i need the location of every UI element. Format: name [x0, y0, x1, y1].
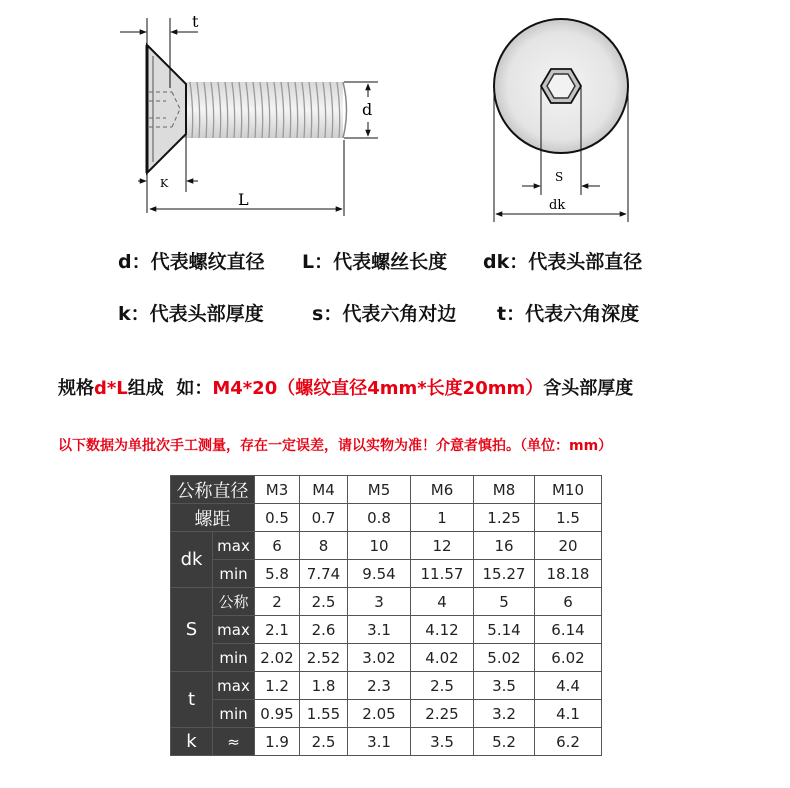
- legend-sep: ：: [314, 251, 334, 273]
- table-cell: 1: [411, 504, 474, 532]
- table-cell: 5.14: [474, 616, 535, 644]
- sub-label-max: max: [213, 532, 255, 560]
- legend-desc: 代表六角对边: [342, 303, 457, 325]
- table-cell: 4.12: [411, 616, 474, 644]
- spec-prefix: 规格: [58, 378, 94, 399]
- header-nominal-diameter: 公称直径: [171, 476, 255, 504]
- table-cell: 9.54: [348, 560, 411, 588]
- size-cell: M8: [474, 476, 535, 504]
- size-cell: M10: [535, 476, 602, 504]
- table-cell: 10: [348, 532, 411, 560]
- table-cell: 0.8: [348, 504, 411, 532]
- legend-desc: 代表螺丝长度: [333, 251, 448, 273]
- label-l: L: [238, 190, 249, 209]
- row-label-s: S: [171, 588, 213, 672]
- table-cell: 3.2: [474, 700, 535, 728]
- sub-label-max: max: [213, 616, 255, 644]
- row-label-pitch: 螺距: [171, 504, 255, 532]
- size-cell: M3: [255, 476, 300, 504]
- table-cell: 2.05: [348, 700, 411, 728]
- legend-desc: 代表头部直径: [528, 251, 643, 273]
- table-cell: 16: [474, 532, 535, 560]
- spec-suffix: 含头部厚度: [543, 378, 634, 399]
- legend-key: d: [118, 251, 132, 273]
- legend-item-s: [312, 299, 456, 326]
- table-cell: 20: [535, 532, 602, 560]
- label-d: d: [362, 100, 373, 119]
- table-row-dk-min: [171, 560, 602, 588]
- hex-socket-inner: [547, 74, 575, 98]
- table-cell: 1.9: [255, 728, 300, 756]
- table-cell: 15.27: [474, 560, 535, 588]
- legend-sep: ：: [131, 251, 151, 273]
- legend-key: s: [312, 303, 324, 325]
- dimension-d: [344, 82, 378, 138]
- legend-desc: 代表六角深度: [525, 303, 640, 325]
- legend-sep: ：: [506, 303, 526, 325]
- table-row-t-max: [171, 672, 602, 700]
- sub-label-min: min: [213, 560, 255, 588]
- table-cell: 6: [255, 532, 300, 560]
- table-cell: 0.7: [300, 504, 348, 532]
- row-label-t: t: [171, 672, 213, 728]
- sub-label-approx: ≈: [213, 728, 255, 756]
- table-row-dk-max: [171, 532, 602, 560]
- table-cell: 6.02: [535, 644, 602, 672]
- legend-item-dk: [483, 247, 642, 274]
- row-label-k: k: [171, 728, 213, 756]
- legend-item-d: [118, 247, 265, 274]
- screw-top-view: [494, 19, 628, 153]
- legend-key: L: [302, 251, 315, 273]
- table-cell: 2.1: [255, 616, 300, 644]
- table-row-s-min: [171, 644, 602, 672]
- table-cell: 3.02: [348, 644, 411, 672]
- spec-format-line: [58, 374, 633, 400]
- legend-sep: ：: [323, 303, 343, 325]
- legend-key: t: [497, 303, 507, 325]
- table-cell: 2.52: [300, 644, 348, 672]
- table-cell: 0.5: [255, 504, 300, 532]
- table-cell: 4.4: [535, 672, 602, 700]
- measurement-notice: 以下数据为单批次手工测量，存在一定误差，请以实物为准！介意者慎拍。（单位：mm）: [58, 438, 613, 454]
- table-cell: 3.1: [348, 616, 411, 644]
- size-cell: M6: [411, 476, 474, 504]
- spec-example: M4*20（螺纹直径4mm*长度20mm）: [212, 378, 544, 399]
- legend-key: dk: [483, 251, 510, 273]
- label-dk: dk: [549, 198, 566, 213]
- size-cell: M5: [348, 476, 411, 504]
- sub-label-max: max: [213, 672, 255, 700]
- spec-formula: d*L: [94, 378, 128, 399]
- table-cell: 1.55: [300, 700, 348, 728]
- table-row-k: [171, 728, 602, 756]
- table-cell: 6: [535, 588, 602, 616]
- table-cell: 6.14: [535, 616, 602, 644]
- sub-label-min: min: [213, 700, 255, 728]
- label-s: S: [555, 170, 564, 184]
- label-k: K: [160, 177, 169, 190]
- legend-key: k: [118, 303, 131, 325]
- table-cell: 3.5: [474, 672, 535, 700]
- legend-desc: 代表头部厚度: [149, 303, 264, 325]
- table-cell: 3.1: [348, 728, 411, 756]
- table-cell: 1.25: [474, 504, 535, 532]
- table-row-s-max: [171, 616, 602, 644]
- legend-sep: ：: [509, 251, 529, 273]
- spec-middle: 组成 如：: [127, 378, 213, 399]
- spec-table: [170, 475, 602, 756]
- table-cell: 2.5: [300, 728, 348, 756]
- label-t: t: [192, 12, 199, 31]
- table-cell: 4: [411, 588, 474, 616]
- screw-side-view: [147, 45, 347, 173]
- table-row-s-nominal: [171, 588, 602, 616]
- table-cell: 8: [300, 532, 348, 560]
- table-cell: 5.8: [255, 560, 300, 588]
- table-cell: 12: [411, 532, 474, 560]
- table-row-pitch: [171, 504, 602, 532]
- table-cell: 4.02: [411, 644, 474, 672]
- sub-label-min: min: [213, 644, 255, 672]
- table-cell: 3.5: [411, 728, 474, 756]
- table-cell: 3: [348, 588, 411, 616]
- table-cell: 2.5: [411, 672, 474, 700]
- table-cell: 2.6: [300, 616, 348, 644]
- table-cell: 18.18: [535, 560, 602, 588]
- table-cell: 2.5: [300, 588, 348, 616]
- table-cell: 6.2: [535, 728, 602, 756]
- size-cell: M4: [300, 476, 348, 504]
- table-cell: 5.02: [474, 644, 535, 672]
- table-cell: 1.5: [535, 504, 602, 532]
- table-cell: 0.95: [255, 700, 300, 728]
- table-row-header: [171, 476, 602, 504]
- legend-item-l: [302, 247, 447, 274]
- row-label-dk: dk: [171, 532, 213, 588]
- table-cell: 2: [255, 588, 300, 616]
- table-row-t-min: [171, 700, 602, 728]
- screw-technical-drawing: [0, 0, 790, 240]
- table-cell: 2.25: [411, 700, 474, 728]
- table-cell: 1.2: [255, 672, 300, 700]
- table-cell: 2.3: [348, 672, 411, 700]
- table-cell: 5: [474, 588, 535, 616]
- table-cell: 1.8: [300, 672, 348, 700]
- table-cell: 7.74: [300, 560, 348, 588]
- table-cell: 11.57: [411, 560, 474, 588]
- legend-item-k: [118, 299, 264, 326]
- legend-item-t: [497, 299, 639, 326]
- table-cell: 5.2: [474, 728, 535, 756]
- sub-label-nominal: 公称: [213, 588, 255, 616]
- legend-sep: ：: [130, 303, 150, 325]
- legend-desc: 代表螺纹直径: [150, 251, 265, 273]
- table-cell: 2.02: [255, 644, 300, 672]
- table-cell: 4.1: [535, 700, 602, 728]
